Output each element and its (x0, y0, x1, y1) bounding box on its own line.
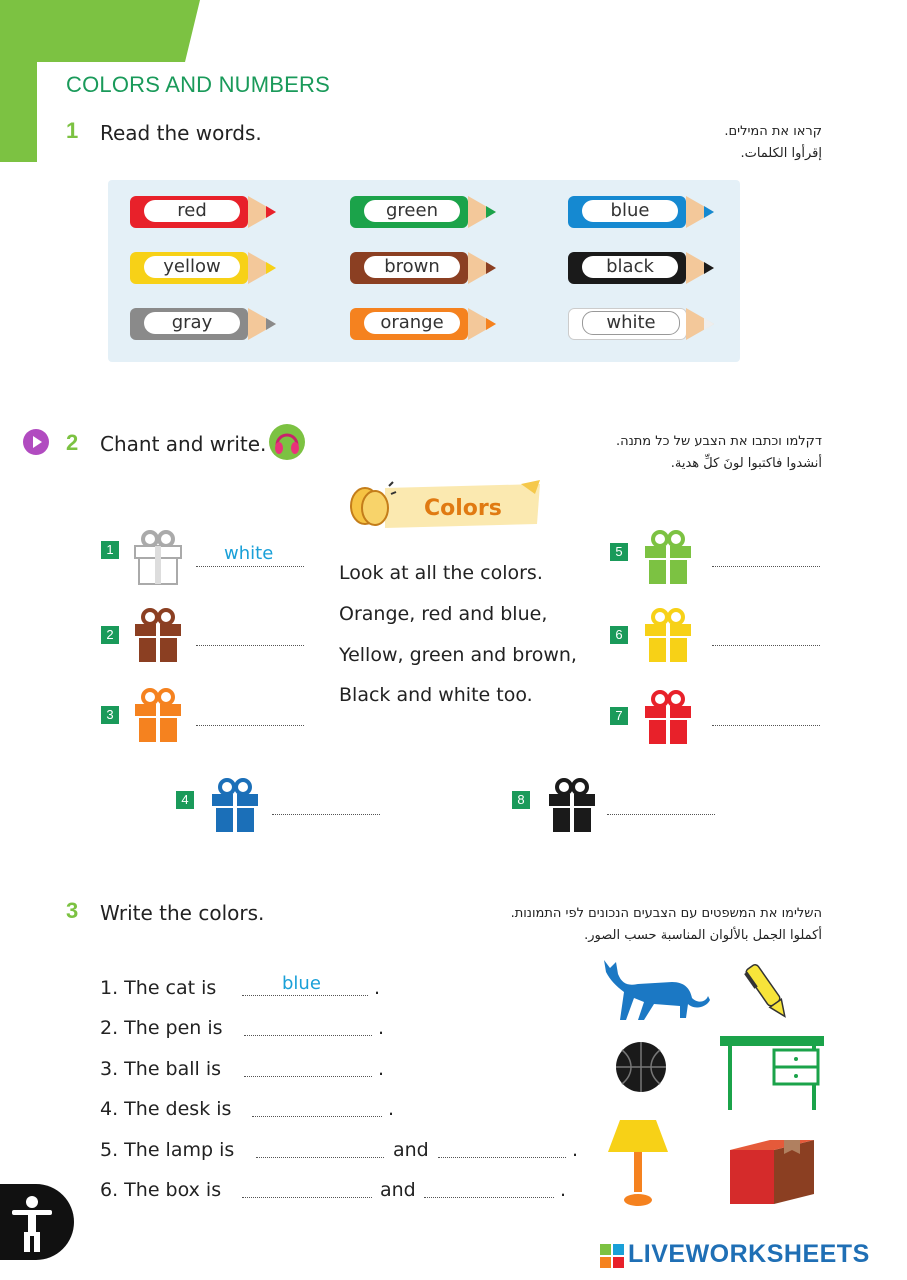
answer-line (242, 995, 368, 996)
section-1-arabic: إقرأوا الكلمات. (740, 146, 822, 161)
sentence-end: . (572, 1139, 579, 1161)
sentence-label: 1. The cat is (100, 977, 217, 999)
pen-icon (738, 958, 796, 1024)
gift-red-icon (642, 690, 694, 746)
gift-green-icon (642, 530, 694, 586)
answer-line (244, 1076, 372, 1077)
answer-line (252, 1116, 382, 1117)
answer-line (712, 566, 820, 567)
lamp-icon (606, 1120, 670, 1208)
section-3-hebrew: השלימו את המשפטים עם הצבעים הנכונים לפי התמונות. (510, 906, 822, 921)
pencil-yellow (130, 250, 280, 286)
pencil-label: yellow (144, 256, 240, 278)
ball-icon (614, 1040, 668, 1094)
item-number: 8 (512, 791, 530, 809)
brand-name[interactable]: LIVEWORKSHEETS (628, 1240, 870, 1268)
page-title: COLORS AND NUMBERS (66, 72, 330, 97)
item-number: 6 (610, 626, 628, 644)
section-1-title: Read the words. (100, 121, 262, 145)
pencil-red (130, 194, 280, 230)
play-audio-icon[interactable] (22, 428, 50, 456)
sentence-end: . (378, 1058, 385, 1080)
gift-orange-icon (132, 688, 184, 744)
answer-line (438, 1157, 566, 1158)
pencil-label: red (144, 200, 240, 222)
desk-icon (720, 1036, 824, 1112)
pencil-white (568, 306, 718, 342)
answer-line (196, 645, 304, 646)
pencil-blue (568, 194, 718, 230)
item-number: 4 (176, 791, 194, 809)
answer-input[interactable]: white (224, 543, 274, 564)
section-2-hebrew: דקלמו וכתבו את הצבע של כל מתנה. (615, 434, 822, 449)
pencil-brown (350, 250, 500, 286)
pencil-orange (350, 306, 500, 342)
answer-line (712, 725, 820, 726)
pencil-black (568, 250, 718, 286)
pencil-label: blue (582, 200, 678, 222)
answer-input[interactable]: blue (282, 973, 321, 994)
box-icon (730, 1138, 816, 1204)
answer-line (196, 566, 304, 567)
sentence-end: . (388, 1098, 395, 1120)
cat-icon (598, 958, 710, 1024)
pencil-label: gray (144, 312, 240, 334)
gift-black-icon (546, 778, 598, 834)
accessibility-icon[interactable] (0, 1184, 74, 1264)
headphones-icon (268, 423, 306, 461)
answer-line (196, 725, 304, 726)
gift-brown-icon (132, 608, 184, 664)
gift-white-icon (132, 530, 184, 586)
section-2-arabic: أنشدوا فاكتبوا لونَ كلِّ هدية. (670, 456, 822, 471)
pencil-label: brown (364, 256, 460, 278)
sentence-end: . (374, 977, 381, 999)
chant-line: Orange, red and blue, (339, 603, 548, 625)
pencil-label: white (582, 311, 680, 335)
section-2-number: 2 (66, 430, 79, 455)
section-2-title: Chant and write. (100, 432, 267, 456)
answer-line (607, 814, 715, 815)
sentence-label: 3. The ball is (100, 1058, 222, 1080)
sentence-end: . (560, 1179, 567, 1201)
item-number: 2 (101, 626, 119, 644)
sentence-label: 6. The box is (100, 1179, 222, 1201)
sentence-label: 5. The lamp is (100, 1139, 235, 1161)
chant-line: Yellow, green and brown, (339, 644, 577, 666)
clapping-hands-icon (345, 480, 397, 530)
pencil-label: green (364, 200, 460, 222)
sentence-label: 2. The pen is (100, 1017, 223, 1039)
sentence-and: and (380, 1179, 416, 1201)
section-3-number: 3 (66, 898, 79, 923)
section-1-number: 1 (66, 118, 79, 143)
item-number: 1 (101, 541, 119, 559)
pencil-gray (130, 306, 280, 342)
answer-line (256, 1157, 384, 1158)
answer-line (272, 814, 380, 815)
liveworksheets-logo-icon (600, 1244, 624, 1268)
chant-line: Black and white too. (339, 684, 533, 706)
item-number: 5 (610, 543, 628, 561)
sentence-and: and (393, 1139, 429, 1161)
pencil-green (350, 194, 500, 230)
answer-line (712, 645, 820, 646)
pencil-box (108, 180, 740, 362)
section-3-arabic: أكملوا الجمل بالألوان المناسبة حسب الصور. (584, 928, 822, 943)
item-number: 7 (610, 707, 628, 725)
chant-line: Look at all the colors. (339, 562, 543, 584)
gift-blue-icon (209, 778, 261, 834)
section-1-hebrew: קראו את המילים. (724, 124, 822, 139)
sentence-end: . (378, 1017, 385, 1039)
sentence-label: 4. The desk is (100, 1098, 232, 1120)
gift-yellow-icon (642, 608, 694, 664)
section-3-title: Write the colors. (100, 901, 265, 925)
answer-line (424, 1197, 554, 1198)
banner-title: Colors (424, 496, 502, 521)
answer-line (242, 1197, 372, 1198)
item-number: 3 (101, 706, 119, 724)
pencil-label: orange (364, 312, 460, 334)
pencil-label: black (582, 256, 678, 278)
answer-line (244, 1035, 372, 1036)
